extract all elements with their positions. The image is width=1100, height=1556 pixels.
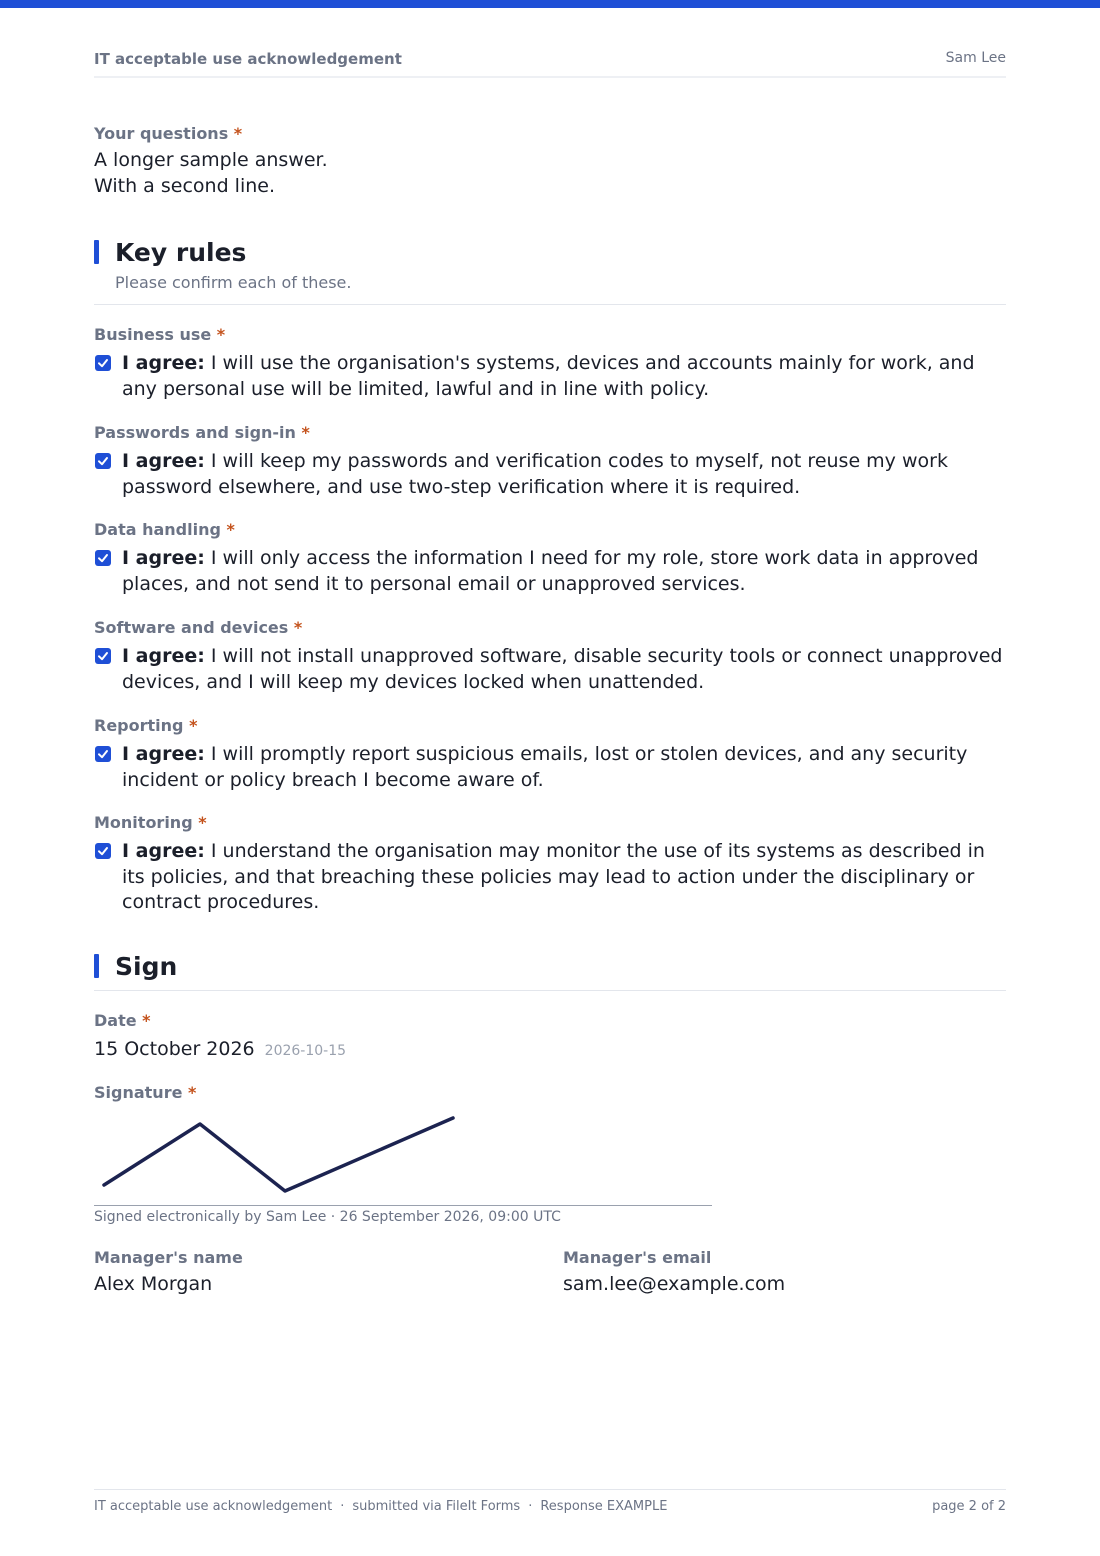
footer-response-id: Response EXAMPLE [540,1499,668,1514]
sign-title: Sign [115,952,178,981]
footer-form-name: IT acceptable use acknowledgement [94,1499,333,1514]
rule-label: Passwords and sign-in [94,423,296,442]
footer-info [94,1499,667,1514]
field-label [94,716,1006,735]
signature-caption: Signed electronically by Sam Lee · 26 September 2026, 09:00 UTC [94,1209,561,1225]
rule-text [122,742,1006,793]
rule-statement: I will not install unapproved software, disable security tools or connect unapproved devices, and I will keep my devices locked when unattended. [122,645,1003,693]
your-questions-label: Your questions [94,124,229,143]
manager-name-field [94,1248,243,1297]
footer-separator: · [528,1499,533,1514]
rule-agreement-row [94,839,1006,916]
rule-statement: I will use the organisation's systems, devices and accounts mainly for work, and any personal use will be limited, lawful and in line with policy. [122,352,975,400]
rule-label: Data handling [94,520,221,539]
agree-prefix: I agree: [122,645,205,667]
checkbox-checked-icon[interactable] [95,746,111,762]
rule-text [122,351,1006,402]
rule-agreement-row [94,546,1006,597]
manager-email-value: sam.lee@example.com [563,1273,786,1295]
field-label [94,325,1006,344]
rule-item [94,716,1006,793]
rule-item [94,520,1006,597]
required-marker: * [226,520,235,539]
header-user-name: Sam Lee [945,50,1006,66]
page-header [94,48,1006,78]
page-footer [94,1489,1006,1530]
field-label [94,423,1006,442]
rule-label: Monitoring [94,813,193,832]
rule-text [122,644,1006,695]
field-label [94,124,328,143]
rule-statement: I will promptly report suspicious emails, lost or stolen devices, and any security incident or policy breach I become aware of. [122,743,968,791]
required-marker: * [293,618,303,637]
required-marker: * [233,124,243,143]
rule-item [94,618,1006,695]
manager-name-label: Manager's name [94,1248,243,1267]
manager-name-value: Alex Morgan [94,1273,213,1295]
date-field [94,1011,346,1062]
rule-agreement-row [94,449,1006,500]
top-accent-bar [0,0,1100,8]
manager-email-label: Manager's email [563,1248,712,1267]
rule-agreement-row [94,742,1006,793]
rule-label: Reporting [94,716,184,735]
rule-item [94,325,1006,402]
sign-section-header [94,952,1006,991]
rule-item [94,423,1006,500]
checkbox-checked-icon[interactable] [95,648,111,664]
rule-agreement-row [94,644,1006,695]
rule-label: Business use [94,325,212,344]
answer-line-2: With a second line. [94,175,275,197]
key-rules-section-header [94,238,1006,305]
signature-image [94,1111,712,1205]
section-accent-bar [94,240,99,264]
rule-statement: I will only access the information I need for my role, store work data in approved places, and not send it to personal email or unapproved services. [122,547,979,595]
agree-prefix: I agree: [122,743,205,765]
key-rules-subtitle: Please confirm each of these. [115,273,352,292]
agree-prefix: I agree: [122,450,205,472]
signature-field [94,1083,714,1225]
rule-text [122,839,1006,916]
required-marker: * [198,813,207,832]
footer-submitted-via: submitted via FileIt Forms [352,1499,521,1514]
checkbox-checked-icon[interactable] [95,453,111,469]
rule-text [122,449,1006,500]
key-rules-title: Key rules [115,238,247,267]
rule-item [94,813,1006,916]
your-questions-answer [94,147,328,199]
field-label [94,1083,714,1102]
checkbox-checked-icon[interactable] [95,355,111,371]
field-label [94,1011,346,1030]
required-marker: * [142,1011,151,1030]
section-accent-bar [94,954,99,978]
agree-prefix: I agree: [122,840,205,862]
date-value: 15 October 2026 [94,1038,255,1060]
date-value-row [94,1036,346,1062]
rule-text [122,546,1006,597]
required-marker: * [301,423,310,442]
date-iso-value: 2026-10-15 [264,1043,347,1059]
agree-prefix: I agree: [122,547,205,569]
footer-separator: · [340,1499,345,1514]
field-label [94,520,1006,539]
checkbox-checked-icon[interactable] [95,843,111,859]
field-label [94,813,1006,832]
required-marker: * [189,716,198,735]
rule-statement: I will keep my passwords and verification codes to myself, not reuse my work password elsewhere, and use two-step verification where it is required. [122,450,948,498]
answer-line-1: A longer sample answer. [94,149,328,171]
checkbox-checked-icon[interactable] [95,550,111,566]
rule-label: Software and devices [94,618,289,637]
your-questions-field [94,124,328,199]
footer-page-number: page 2 of 2 [932,1499,1006,1514]
field-label [94,618,1006,637]
rule-statement: I understand the organisation may monitor the use of its systems as described in its policies, and that breaching these policies may lead to action under the disciplinary or contract procedures. [122,840,985,913]
required-marker: * [188,1083,197,1102]
signature-label: Signature [94,1083,183,1102]
agree-prefix: I agree: [122,352,205,374]
date-label: Date [94,1011,137,1030]
rule-agreement-row [94,351,1006,402]
signature-area [94,1111,712,1206]
header-form-title: IT acceptable use acknowledgement [94,50,402,68]
required-marker: * [216,325,226,344]
manager-email-field [563,1248,785,1297]
